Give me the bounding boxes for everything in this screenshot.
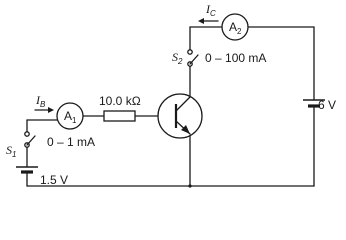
resistor — [104, 111, 135, 121]
ammeter-a1-label: $A_1$ — [64, 109, 77, 125]
resistor-label: 10.0 kΩ — [99, 94, 141, 108]
switch-s2-label: $S_2$ — [172, 50, 183, 66]
battery-6v-label: 6 V — [318, 98, 337, 112]
npn-transistor — [158, 94, 202, 138]
ammeter-a1-range: 0 – 1 mA — [47, 135, 96, 149]
switch-s1 — [25, 132, 35, 147]
ammeter-a2-label: $A_2$ — [229, 20, 242, 36]
collector-current-arrow — [198, 18, 218, 24]
battery-1-5v — [16, 167, 38, 180]
collector-current-label: $I_C$ — [206, 2, 216, 18]
ammeter-a2-range: 0 – 100 mA — [205, 51, 267, 65]
battery-1-5v-label: 1.5 V — [40, 173, 69, 187]
switch-s1-label: $S_1$ — [6, 143, 17, 159]
junction-dot — [188, 184, 191, 187]
base-current-label: $I_B$ — [36, 93, 46, 109]
switch-s2 — [188, 50, 198, 66]
